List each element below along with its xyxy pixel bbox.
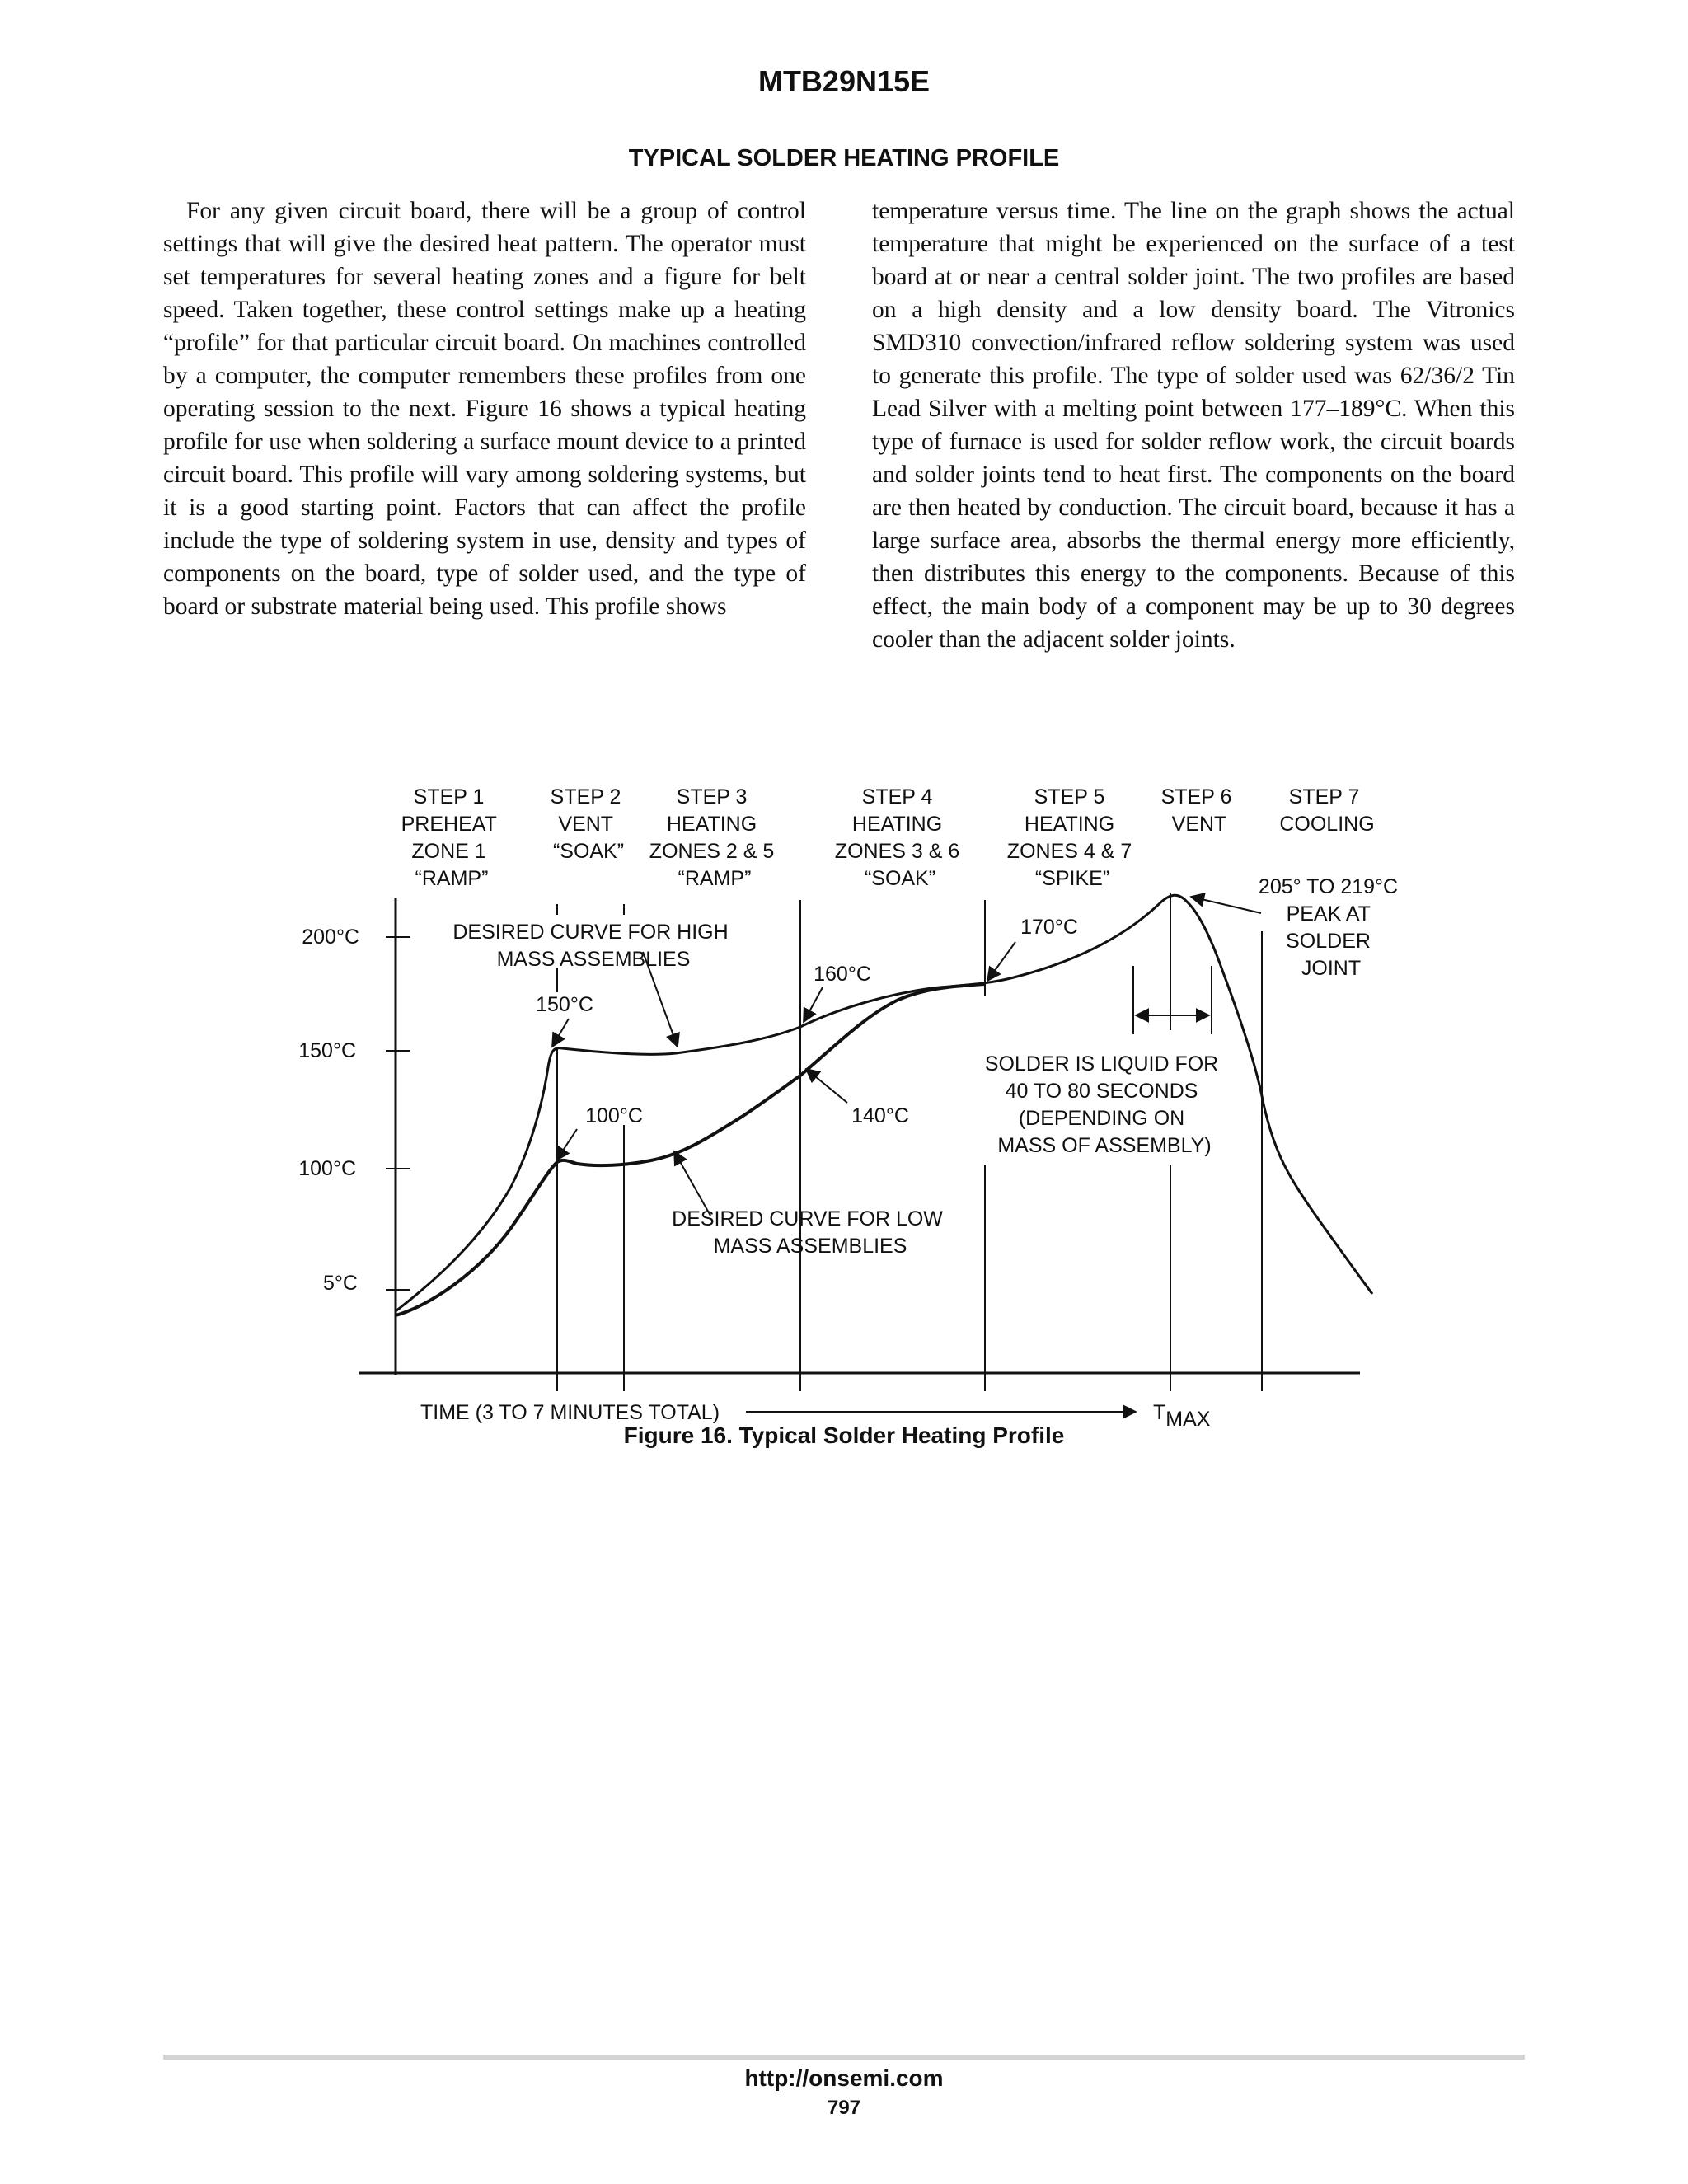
temp-150-label: 150°C bbox=[536, 993, 593, 1016]
figure-caption: Figure 16. Typical Solder Heating Profile bbox=[623, 1422, 1065, 1448]
temp-150-arrow bbox=[552, 1019, 569, 1047]
y-tick-label-5: 5°C bbox=[323, 1272, 358, 1295]
temp-160-label: 160°C bbox=[814, 963, 871, 986]
y-tick-label-100: 100°C bbox=[298, 1157, 356, 1180]
x-axis-label: TIME (3 TO 7 MINUTES TOTAL) bbox=[420, 1401, 720, 1424]
footer-url: http://onsemi.com bbox=[744, 2065, 944, 2091]
step-3-label: STEP 3 HEATING ZONES 2 & 5 “RAMP” bbox=[649, 785, 775, 890]
peak-arrow bbox=[1191, 897, 1261, 913]
temp-100-arrow bbox=[556, 1129, 577, 1160]
step-7-label: STEP 7 COOLING bbox=[1279, 785, 1375, 836]
step-4-label: STEP 4 HEATING ZONES 3 & 6 “SOAK” bbox=[834, 785, 960, 890]
body-paragraph-left: For any given circuit board, there will be a group of control settings that will give the desired heat pattern. The operator must set temperatures for several heating zones and a figure for belt speed. Taken together, these control settings make up a heating “profile” for that particular circuit board. On machines controlled by a computer, the computer remembers these profiles from one operating session to the next. Figure 16 shows a typical heating profile for use when soldering a surface mount device to a printed circuit board. This profile will vary among soldering systems, but it is a good starting point. Factors that can affect the profile include the type of soldering system in use, density and types of components on the board, type of solder used, and the type of board or substrate material being used. This profile shows bbox=[163, 198, 806, 620]
section-heading: TYPICAL SOLDER HEATING PROFILE bbox=[628, 145, 1060, 171]
solder-liquid-annotation: SOLDER IS LIQUID FOR 40 TO 80 SECONDS (DEPENDING ON MASS OF ASSEMBLY) bbox=[984, 1052, 1219, 1157]
tmax-label: TMAX bbox=[1153, 1401, 1211, 1431]
peak-annotation: 205° TO 219°C PEAK AT SOLDER JOINT bbox=[1258, 875, 1399, 980]
temp-100-label: 100°C bbox=[585, 1104, 643, 1127]
temp-170-label: 170°C bbox=[1020, 916, 1078, 939]
y-tick-label-150: 150°C bbox=[298, 1039, 356, 1062]
footer-divider bbox=[163, 2055, 1525, 2060]
step-5-label: STEP 5 HEATING ZONES 4 & 7 “SPIKE” bbox=[1006, 785, 1132, 890]
step-1-label: STEP 1 PREHEAT ZONE 1 “RAMP” bbox=[401, 785, 497, 890]
temp-170-arrow bbox=[987, 942, 1015, 981]
temp-140-label: 140°C bbox=[851, 1104, 909, 1127]
document-title: MTB29N15E bbox=[757, 64, 931, 98]
step-2-label: STEP 2 VENT “SOAK” bbox=[550, 785, 625, 863]
step-6-label: STEP 6 VENT bbox=[1160, 785, 1232, 836]
temp-140-arrow bbox=[806, 1069, 847, 1103]
page-number: 797 bbox=[827, 2097, 861, 2119]
low-mass-pointer-arrow bbox=[674, 1151, 710, 1216]
low-mass-annotation: DESIRED CURVE FOR LOW MASS ASSEMBLIES bbox=[672, 1207, 943, 1258]
temp-160-arrow bbox=[804, 987, 823, 1022]
high-mass-annotation: DESIRED CURVE FOR HIGH MASS ASSEMBLIES bbox=[452, 921, 729, 971]
body-paragraph-right: temperature versus time. The line on the graph shows the actual temperature that might be experienced on the surface of a test board at or near a central solder joint. The two profiles are based on a high density and a low density board. The Vitronics SMD310 convection/infrared reflow soldering system was used to generate this profile. The type of solder used was 62/36/2 Tin Lead Silver with a melting point between 177–189°C. When this type of furnace is used for solder reflow work, the circuit boards and solder joints tend to heat first. The components on the board are then heated by conduction. The circuit board, because it has a large surface area, absorbs the thermal energy more efficiently, then distributes this energy to the components. Because of this effect, the main body of a component may be up to 30 degrees cooler than the adjacent solder joints. bbox=[872, 198, 1515, 653]
y-tick-label-200: 200°C bbox=[302, 926, 359, 949]
low-mass-curve bbox=[396, 984, 985, 1315]
